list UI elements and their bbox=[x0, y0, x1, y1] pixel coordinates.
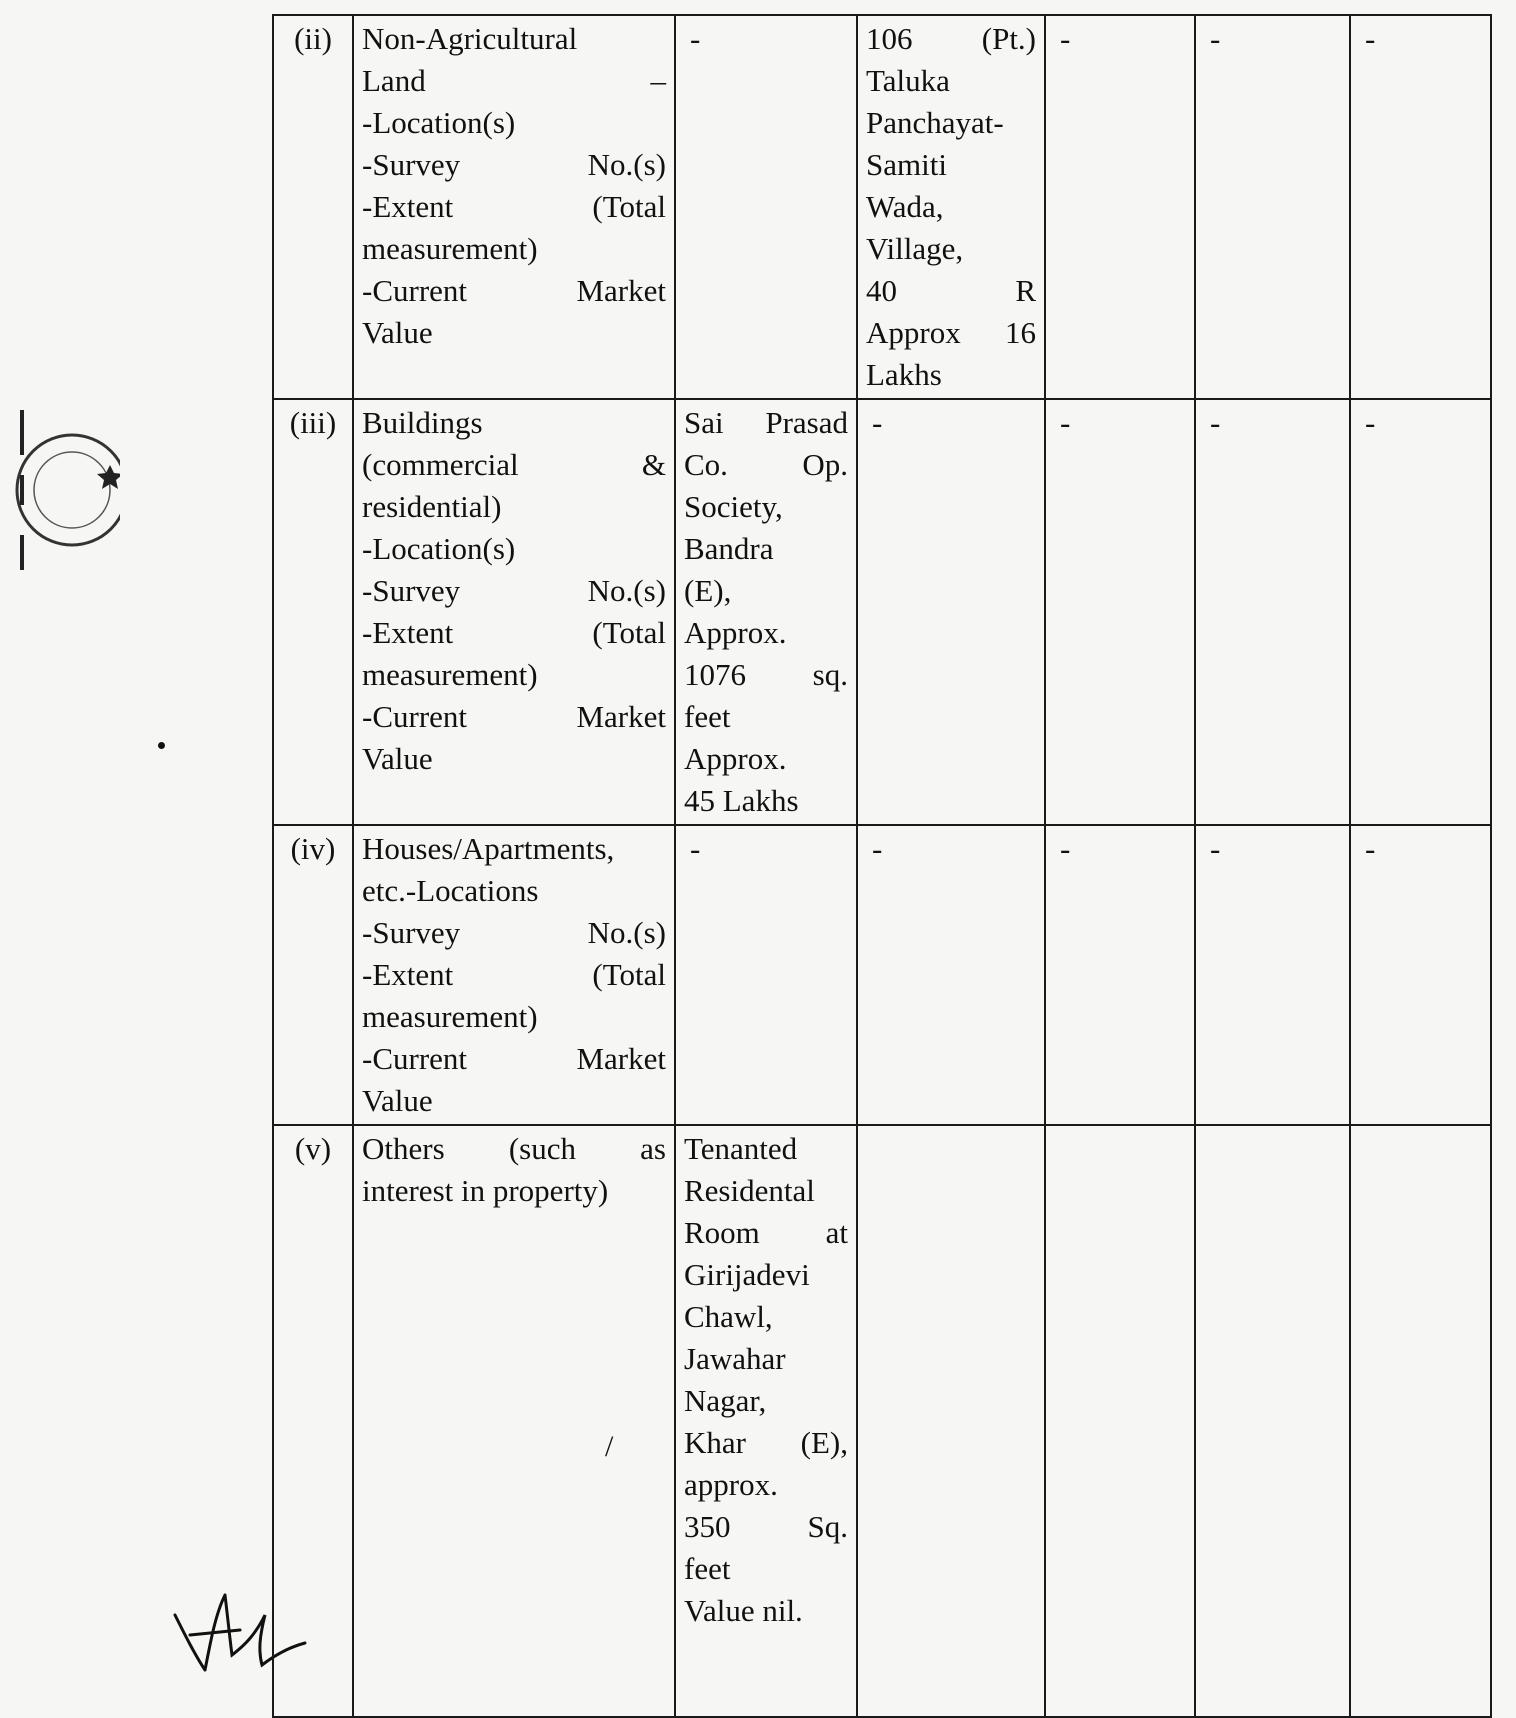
value-cell-d bbox=[1195, 399, 1350, 825]
table-row bbox=[273, 1125, 1491, 1717]
description-cell-line: etc.-Locations bbox=[362, 873, 539, 908]
description-cell-line: -Survey No.(s) bbox=[362, 573, 666, 608]
description-cell bbox=[353, 15, 675, 399]
value-cell-e bbox=[1350, 15, 1491, 399]
value-cell-a-line: feet bbox=[684, 699, 731, 734]
description-cell-line: Value bbox=[362, 315, 433, 350]
serial-number-cell: (v) bbox=[273, 1125, 353, 1717]
dash-mark: - bbox=[1060, 405, 1071, 440]
value-cell-a-line: Chawl, bbox=[684, 1299, 773, 1334]
description-cell bbox=[353, 399, 675, 825]
value-cell-a-line: Jawahar bbox=[684, 1341, 786, 1376]
description-cell-line: -Location(s) bbox=[362, 531, 516, 566]
description-cell-line: interest in property) bbox=[362, 1173, 609, 1208]
serial-number-cell: (ii) bbox=[273, 15, 353, 399]
table-row bbox=[273, 15, 1491, 399]
description-cell-line: -Extent (Total bbox=[362, 957, 666, 992]
value-cell-a-line: Co. Op. bbox=[684, 447, 848, 482]
value-cell-b-line: Village, bbox=[866, 231, 964, 266]
value-cell-a-line: Girijadevi bbox=[684, 1257, 810, 1292]
value-cell-a-line: Value nil. bbox=[684, 1593, 803, 1628]
description-cell-line: Buildings bbox=[362, 405, 483, 440]
description-cell-line: -Extent (Total bbox=[362, 615, 666, 650]
value-cell-e bbox=[1350, 399, 1491, 825]
value-cell-a-line: Sai Prasad bbox=[684, 405, 848, 440]
value-cell-b-line: - bbox=[872, 405, 883, 440]
description-cell-line: measurement) bbox=[362, 999, 538, 1034]
serial-number-cell: (iii) bbox=[273, 399, 353, 825]
pen-mark: / bbox=[605, 1430, 614, 1463]
value-cell-a-line: approx. bbox=[684, 1467, 778, 1502]
value-cell-a-line: - bbox=[690, 831, 701, 866]
description-cell-line: measurement) bbox=[362, 657, 538, 692]
value-cell-b-line: 106 (Pt.) bbox=[866, 21, 1036, 56]
description-cell bbox=[353, 1125, 675, 1717]
description-cell bbox=[353, 825, 675, 1125]
immovable-assets-table bbox=[272, 14, 1492, 1718]
value-cell-b-line: Panchayat- bbox=[866, 105, 1004, 140]
value-cell-a-line: 45 Lakhs bbox=[684, 783, 799, 818]
value-cell-a-line: Residental bbox=[684, 1173, 815, 1208]
value-cell-b-line: Samiti bbox=[866, 147, 947, 182]
dash-mark: - bbox=[1365, 21, 1376, 56]
value-cell-a-line: 1076 sq. bbox=[684, 657, 848, 692]
value-cell-b-line: 40 R bbox=[866, 273, 1036, 308]
description-cell-line: residential) bbox=[362, 489, 502, 524]
dash-mark: - bbox=[1365, 831, 1376, 866]
dash-mark: - bbox=[1210, 21, 1221, 56]
value-cell-b bbox=[857, 1125, 1045, 1717]
value-cell-a bbox=[675, 15, 857, 399]
description-cell-line: Houses/Apartments, bbox=[362, 831, 615, 866]
description-cell-line: (commercial & bbox=[362, 447, 666, 482]
value-cell-b-line: Taluka bbox=[866, 63, 950, 98]
value-cell-d bbox=[1195, 825, 1350, 1125]
table-row bbox=[273, 399, 1491, 825]
value-cell-b bbox=[857, 15, 1045, 399]
value-cell-a-line: Khar (E), bbox=[684, 1425, 848, 1460]
description-cell-line: Value bbox=[362, 1083, 433, 1118]
value-cell-a-line: Approx. bbox=[684, 741, 787, 776]
description-cell-line: -Location(s) bbox=[362, 105, 516, 140]
description-cell-line: measurement) bbox=[362, 231, 538, 266]
dash-mark: - bbox=[1210, 405, 1221, 440]
value-cell-b bbox=[857, 825, 1045, 1125]
library-stamp-icon bbox=[10, 395, 120, 585]
value-cell-a-line: Nagar, bbox=[684, 1383, 767, 1418]
description-cell-line: Value bbox=[362, 741, 433, 776]
value-cell-b bbox=[857, 399, 1045, 825]
value-cell-c bbox=[1045, 1125, 1195, 1717]
value-cell-b-line: - bbox=[872, 831, 883, 866]
value-cell-e bbox=[1350, 825, 1491, 1125]
value-cell-a-line: Room at bbox=[684, 1215, 848, 1250]
dash-mark: - bbox=[1365, 405, 1376, 440]
description-cell-line: Land – bbox=[362, 63, 666, 98]
value-cell-b-line: Wada, bbox=[866, 189, 944, 224]
value-cell-a-line: - bbox=[690, 21, 701, 56]
value-cell-d bbox=[1195, 15, 1350, 399]
value-cell-a-line: feet bbox=[684, 1551, 731, 1586]
value-cell-c bbox=[1045, 15, 1195, 399]
description-cell-line: -Extent (Total bbox=[362, 189, 666, 224]
value-cell-a bbox=[675, 399, 857, 825]
description-cell-line: -Survey No.(s) bbox=[362, 147, 666, 182]
description-cell-line: -Current Market bbox=[362, 273, 666, 308]
dash-mark: - bbox=[1060, 21, 1071, 56]
value-cell-d bbox=[1195, 1125, 1350, 1717]
value-cell-c bbox=[1045, 399, 1195, 825]
dash-mark: - bbox=[1210, 831, 1221, 866]
value-cell-e bbox=[1350, 1125, 1491, 1717]
value-cell-a bbox=[675, 1125, 857, 1717]
value-cell-a-line: 350 Sq. bbox=[684, 1509, 848, 1544]
serial-number-cell: (iv) bbox=[273, 825, 353, 1125]
table-row bbox=[273, 825, 1491, 1125]
value-cell-a-line: Bandra bbox=[684, 531, 774, 566]
value-cell-a-line: (E), bbox=[684, 573, 732, 608]
description-cell-line: -Current Market bbox=[362, 1041, 666, 1076]
description-cell-line: -Current Market bbox=[362, 699, 666, 734]
ink-dot bbox=[158, 742, 165, 749]
value-cell-b-line: Lakhs bbox=[866, 357, 942, 392]
dash-mark: - bbox=[1060, 831, 1071, 866]
description-cell-line: Others (such as bbox=[362, 1131, 666, 1166]
value-cell-a-line: Tenanted bbox=[684, 1131, 798, 1166]
value-cell-a-line: Approx. bbox=[684, 615, 787, 650]
value-cell-a-line: Society, bbox=[684, 489, 783, 524]
value-cell-a bbox=[675, 825, 857, 1125]
value-cell-b-line: Approx 16 bbox=[866, 315, 1036, 350]
description-cell-line: -Survey No.(s) bbox=[362, 915, 666, 950]
description-cell-line: Non-Agricultural bbox=[362, 21, 578, 56]
value-cell-c bbox=[1045, 825, 1195, 1125]
